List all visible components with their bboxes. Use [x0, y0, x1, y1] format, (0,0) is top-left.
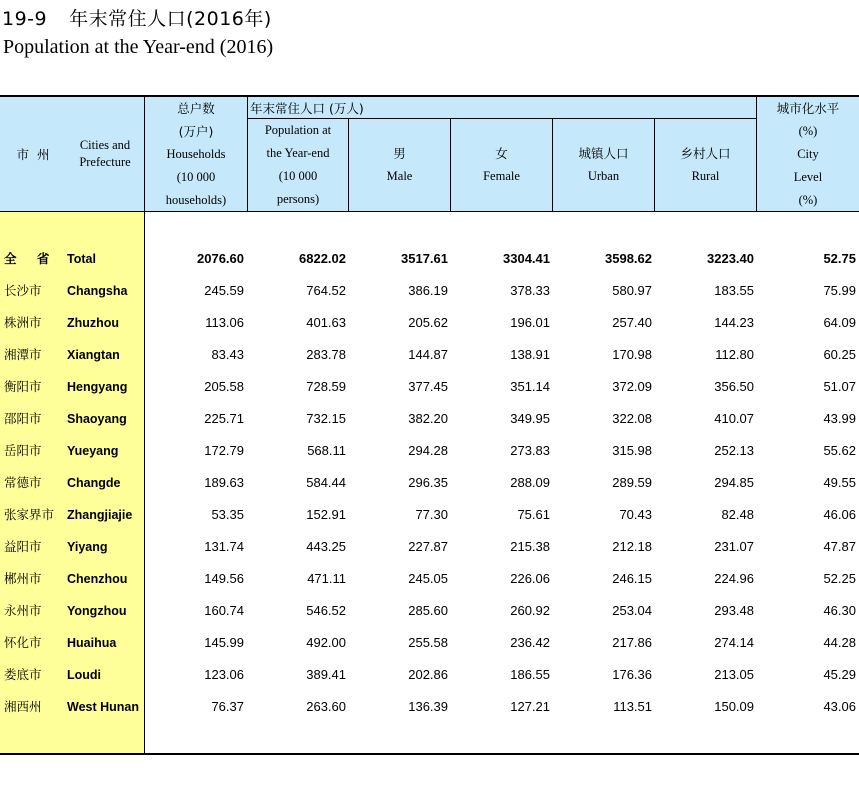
header-urban-en: Urban: [587, 169, 620, 183]
row-female-value: 273.83: [510, 443, 550, 458]
row-female-value: 75.61: [517, 507, 550, 522]
row-urban-value: 372.09: [612, 379, 652, 394]
row-urban-value: 217.86: [612, 635, 652, 650]
row-city-en: Yueyang: [67, 444, 119, 458]
row-rural-value: 3223.40: [707, 251, 754, 266]
row-city-cn: 邵阳市: [4, 411, 42, 426]
row-female-value: 351.14: [510, 379, 550, 394]
row-male-value: 245.05: [408, 571, 448, 586]
row-city-cn: 湘西州: [4, 699, 42, 714]
row-city-en: Loudi: [67, 668, 102, 682]
row-households-value: 172.79: [204, 443, 244, 458]
row-population-value: 401.63: [306, 315, 346, 330]
row-male-value: 294.28: [408, 443, 448, 458]
row-city-cn: 全 省: [4, 251, 58, 266]
row-households-value: 189.63: [204, 475, 244, 490]
table-row: [0, 505, 859, 525]
row-male-value: 202.86: [408, 667, 448, 682]
row-households-value: 53.35: [211, 507, 244, 522]
header-group-label: 年末常住人口 (万人): [250, 100, 364, 116]
row-city-cn: 株洲市: [4, 315, 42, 330]
header-rural: [655, 119, 756, 211]
header-bottom-rule: [0, 211, 859, 212]
row-city-cn: 娄底市: [4, 667, 42, 682]
table-title-cn-text: 年末常住人口(2016年): [69, 8, 272, 30]
header-urban: [553, 119, 654, 211]
row-rural-value: 356.50: [714, 379, 754, 394]
row-households-value: 160.74: [204, 603, 244, 618]
row-population-value: 568.11: [307, 443, 346, 458]
header-urbanization: [757, 96, 859, 212]
header-male: [349, 119, 450, 211]
row-rural-value: 252.13: [714, 443, 754, 458]
row-rural-value: 274.14: [714, 635, 754, 650]
row-city-en: Huaihua: [67, 636, 117, 650]
header-female-en: Female: [483, 169, 520, 183]
row-female-value: 196.01: [510, 315, 550, 330]
row-city-cn: 长沙市: [4, 283, 42, 298]
row-level-value: 47.87: [823, 539, 856, 554]
row-male-value: 255.58: [408, 635, 448, 650]
row-female-value: 3304.41: [503, 251, 550, 266]
row-city-en: Yiyang: [67, 540, 108, 554]
row-level-value: 49.55: [823, 475, 856, 490]
row-population-value: 728.59: [306, 379, 346, 394]
row-population-value: 732.15: [306, 411, 346, 426]
table-title-cn: [2, 4, 272, 31]
table-bottom-rule: [0, 753, 859, 755]
header-urban-cn: 城镇人口: [578, 146, 629, 161]
row-female-value: 288.09: [510, 475, 550, 490]
row-population-value: 443.25: [306, 539, 346, 554]
row-population-value: 492.00: [306, 635, 346, 650]
row-urban-value: 70.43: [619, 507, 652, 522]
row-city-en: West Hunan: [67, 700, 139, 714]
row-male-value: 386.19: [408, 283, 448, 298]
row-population-value: 283.78: [306, 347, 346, 362]
table-row: [0, 377, 859, 397]
row-urban-value: 176.36: [612, 667, 652, 682]
row-city-cn: 怀化市: [4, 635, 42, 650]
table-number: 19-9: [2, 8, 48, 30]
row-rural-value: 82.48: [721, 507, 754, 522]
row-city-en: Total: [67, 252, 96, 266]
row-city-cn: 张家界市: [4, 507, 55, 522]
row-population-value: 471.11: [307, 571, 346, 586]
header-households-unit-cn: (万户): [178, 123, 214, 139]
header-urbanization-cn: 城市化水平: [776, 100, 840, 116]
row-population-value: 389.41: [306, 667, 346, 682]
header-city-en: [66, 97, 144, 211]
row-level-value: 44.28: [823, 635, 856, 650]
row-city-cn: 湘潭市: [4, 347, 42, 362]
row-urban-value: 322.08: [612, 411, 652, 426]
row-households-value: 131.74: [204, 539, 244, 554]
row-rural-value: 410.07: [714, 411, 754, 426]
row-male-value: 296.35: [408, 475, 448, 490]
row-urban-value: 3598.62: [605, 251, 652, 266]
table-row: [0, 569, 859, 589]
row-city-en: Changde: [67, 476, 121, 490]
row-city-en: Yongzhou: [67, 604, 127, 618]
row-urban-value: 253.04: [612, 603, 652, 618]
row-households-value: 205.58: [204, 379, 244, 394]
row-rural-value: 294.85: [714, 475, 754, 490]
row-level-value: 43.06: [823, 699, 856, 714]
table-row: [0, 601, 859, 621]
row-male-value: 77.30: [415, 507, 448, 522]
row-urban-value: 113.51: [613, 699, 652, 714]
row-level-value: 55.62: [823, 443, 856, 458]
header-male-cn: 男: [393, 146, 406, 161]
header-population-en1: Population at: [264, 123, 332, 137]
header-urbanization-en2: Level: [793, 169, 823, 184]
header-urbanization-unit2: (%): [798, 192, 818, 207]
row-city-cn: 永州市: [4, 603, 42, 618]
header-households-unit-en2: households): [165, 192, 227, 207]
row-female-value: 378.33: [510, 283, 550, 298]
header-population-en2: the Year-end: [266, 146, 330, 160]
table-row: [0, 697, 859, 717]
row-rural-value: 213.05: [714, 667, 754, 682]
row-households-value: 245.59: [204, 283, 244, 298]
row-level-value: 46.30: [823, 603, 856, 618]
table-title-en: Population at the Year-end (2016): [3, 36, 274, 58]
table-row: [0, 281, 859, 301]
row-female-value: 215.38: [510, 539, 550, 554]
row-level-value: 75.99: [823, 283, 856, 298]
row-male-value: 205.62: [408, 315, 448, 330]
row-households-value: 145.99: [204, 635, 244, 650]
row-population-value: 263.60: [306, 699, 346, 714]
row-urban-value: 580.97: [612, 283, 652, 298]
header-urbanization-unit1: (%): [798, 123, 818, 138]
header-population-unit2: persons): [276, 192, 320, 206]
row-urban-value: 212.18: [612, 539, 652, 554]
header-city-cn: 市 州: [16, 147, 50, 162]
row-female-value: 260.92: [510, 603, 550, 618]
row-rural-value: 112.80: [715, 347, 754, 362]
header-population: [248, 119, 348, 211]
header-urbanization-en1: City: [797, 146, 819, 161]
row-households-value: 83.43: [211, 347, 244, 362]
row-city-cn: 益阳市: [4, 539, 42, 554]
row-households-value: 225.71: [204, 411, 244, 426]
row-male-value: 227.87: [408, 539, 448, 554]
row-female-value: 138.91: [510, 347, 550, 362]
row-male-value: 377.45: [408, 379, 448, 394]
row-level-value: 43.99: [823, 411, 856, 426]
header-female-cn: 女: [495, 146, 508, 161]
row-population-value: 546.52: [306, 603, 346, 618]
row-households-value: 123.06: [204, 667, 244, 682]
row-level-value: 46.06: [823, 507, 856, 522]
header-households-en: Households: [166, 146, 226, 161]
row-male-value: 136.39: [408, 699, 448, 714]
row-rural-value: 293.48: [714, 603, 754, 618]
row-city-en: Chenzhou: [67, 572, 128, 586]
row-city-en: Shaoyang: [67, 412, 127, 426]
row-urban-value: 246.15: [612, 571, 652, 586]
table-row: [0, 441, 859, 461]
row-population-value: 152.91: [306, 507, 346, 522]
row-rural-value: 150.09: [714, 699, 754, 714]
row-level-value: 60.25: [823, 347, 856, 362]
row-level-value: 45.29: [823, 667, 856, 682]
header-male-en: Male: [386, 169, 413, 183]
row-rural-value: 183.55: [714, 283, 754, 298]
row-female-value: 349.95: [510, 411, 550, 426]
row-level-value: 64.09: [823, 315, 856, 330]
row-male-value: 3517.61: [401, 251, 448, 266]
header-households-cn: 总户数: [177, 100, 215, 116]
row-female-value: 186.55: [510, 667, 550, 682]
table-row: [0, 409, 859, 429]
row-male-value: 285.60: [408, 603, 448, 618]
row-level-value: 51.07: [823, 379, 856, 394]
row-population-value: 6822.02: [299, 251, 346, 266]
row-rural-value: 224.96: [714, 571, 754, 586]
row-urban-value: 315.98: [612, 443, 652, 458]
table-row: [0, 473, 859, 493]
table-row: [0, 633, 859, 653]
row-female-value: 226.06: [510, 571, 550, 586]
row-male-value: 144.87: [408, 347, 448, 362]
row-city-cn: 郴州市: [4, 571, 42, 586]
row-population-value: 764.52: [306, 283, 346, 298]
row-urban-value: 289.59: [612, 475, 652, 490]
row-rural-value: 231.07: [714, 539, 754, 554]
header-households: [145, 96, 247, 212]
row-female-value: 236.42: [510, 635, 550, 650]
header-city-en-line2: Prefecture: [79, 155, 131, 169]
row-level-value: 52.75: [823, 251, 856, 266]
header-city-en-line1: Cities and: [79, 138, 131, 152]
row-city-en: Hengyang: [67, 380, 128, 394]
row-city-cn: 衡阳市: [4, 379, 42, 394]
row-households-value: 149.56: [204, 571, 244, 586]
row-urban-value: 170.98: [612, 347, 652, 362]
row-population-value: 584.44: [306, 475, 346, 490]
row-households-value: 113.06: [205, 315, 244, 330]
table-row: [0, 313, 859, 333]
row-city-en: Zhangjiajie: [67, 508, 133, 522]
row-urban-value: 257.40: [612, 315, 652, 330]
header-rural-en: Rural: [691, 169, 720, 183]
row-households-value: 76.37: [211, 699, 244, 714]
table-row: [0, 345, 859, 365]
row-city-cn: 岳阳市: [4, 443, 42, 458]
row-male-value: 382.20: [408, 411, 448, 426]
table-row: [0, 537, 859, 557]
row-rural-value: 144.23: [714, 315, 754, 330]
row-city-cn: 常德市: [4, 475, 42, 490]
row-city-en: Xiangtan: [67, 348, 120, 362]
header-rural-cn: 乡村人口: [680, 146, 731, 161]
table-row: [0, 249, 859, 269]
table-row: [0, 665, 859, 685]
row-households-value: 2076.60: [197, 251, 244, 266]
header-female: [451, 119, 552, 211]
row-city-en: Changsha: [67, 284, 128, 298]
header-population-unit1: (10 000: [278, 169, 318, 183]
row-female-value: 127.21: [510, 699, 550, 714]
header-households-unit-en1: (10 000: [176, 169, 216, 184]
row-level-value: 52.25: [823, 571, 856, 586]
row-city-en: Zhuzhou: [67, 316, 120, 330]
